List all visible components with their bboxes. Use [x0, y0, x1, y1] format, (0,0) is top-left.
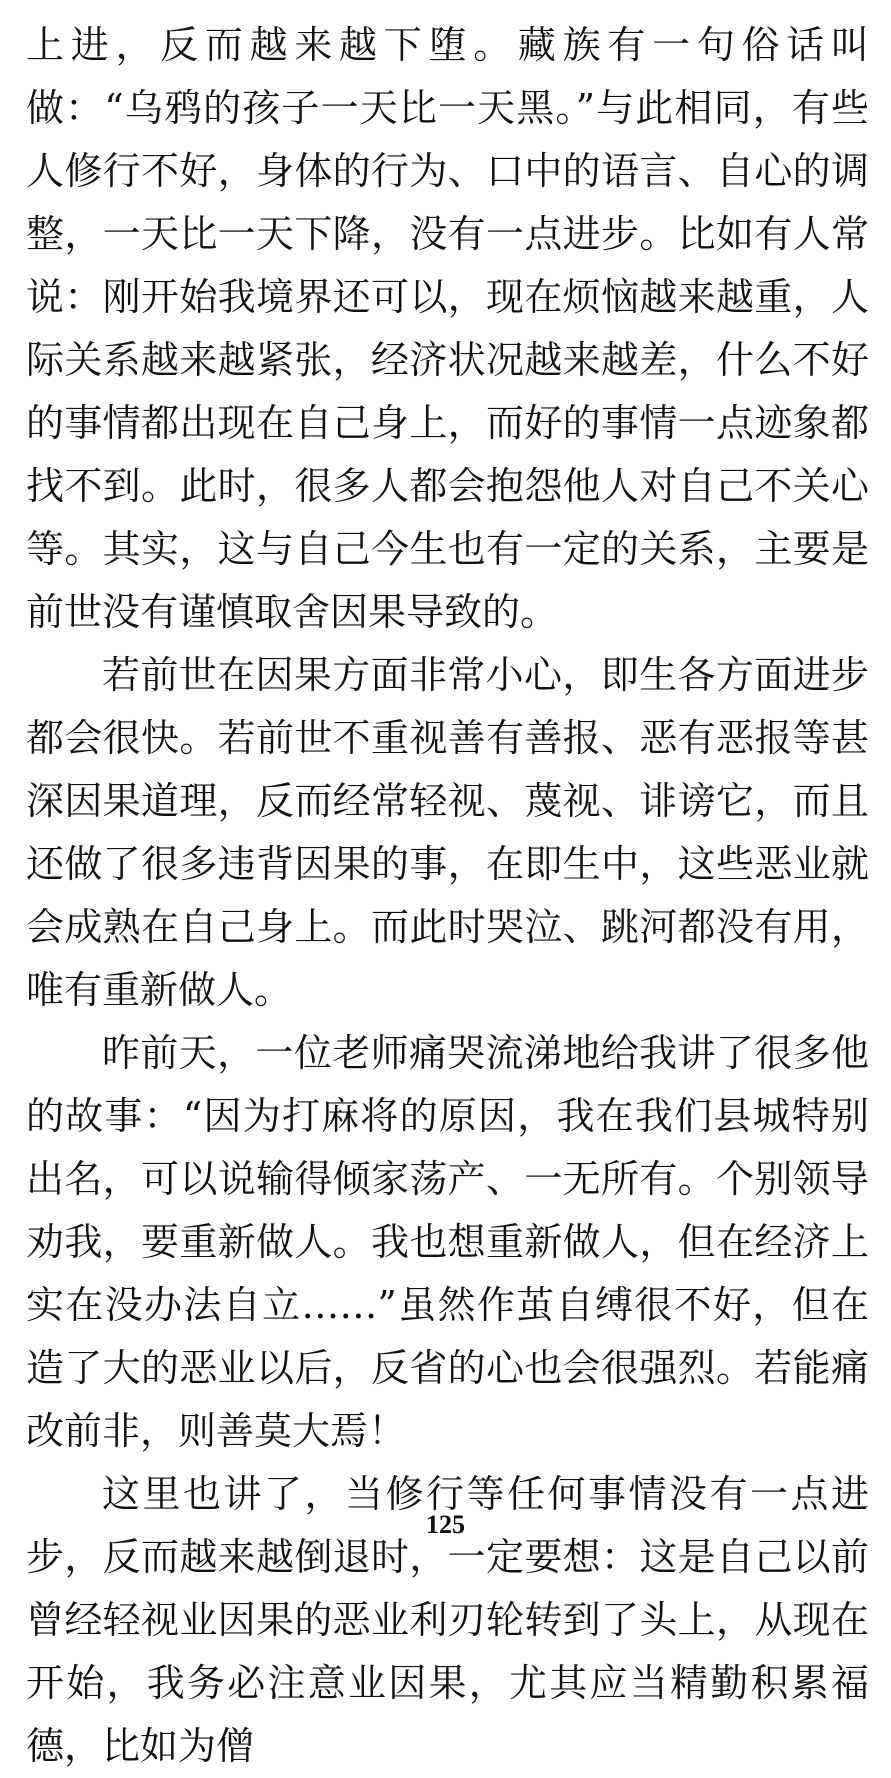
page-number: 125 [426, 1510, 465, 1539]
paragraph-1: 上进，反而越来越下堕。藏族有一句俗话叫做：“乌鸦的孩子一天比一天黑。”与此相同，有些人修行不好，身体的行为、口中的语言、自心的调整，一天比一天下降，没有一点进步。比如有人常说：刚开始我境界还可以，现在烦恼越来越重，人际关系越来越紧张，经济状况越来越差，什么不好的事情都出现在自己身上，而好的事情一点迹象都找不到。此时，很多人都会抱怨他人对自己不关心等。其实，这与自己今生也有一定的关系，主要是前世没有谨慎取舍因果导致的。 [26, 23, 869, 634]
paragraph-4: 这里也讲了，当修行等任何事情没有一点进步，反而越来越倒退时，一定要想：这是自己以前曾经轻视业因果的恶业利刃轮转到了头上，从现在开始，我务必注意业因果，尤其应当精勤积累福德，比如为僧 [26, 1472, 869, 1768]
paragraph-2: 若前世在因果方面非常小心，即生各方面进步都会很快。若前世不重视善有善报、恶有恶报等甚深因果道理，反而经常轻视、蔑视、诽谤它，而且还做了很多违背因果的事，在即生中，这些恶业就会成熟在自己身上。而此时哭泣、跳河都没有用，唯有重新做人。 [26, 653, 869, 1012]
paragraph-3: 昨前天，一位老师痛哭流涕地给我讲了很多他的故事：“因为打麻将的原因，我在我们县城特别出名，可以说输得倾家荡产、一无所有。个别领导劝我，要重新做人。我也想重新做人，但在经济上实在没办法自立……”虽然作茧自缚很不好，但在造了大的恶业以后，反省的心也会很强烈。若能痛改前非，则善莫大焉！ [26, 1031, 869, 1453]
